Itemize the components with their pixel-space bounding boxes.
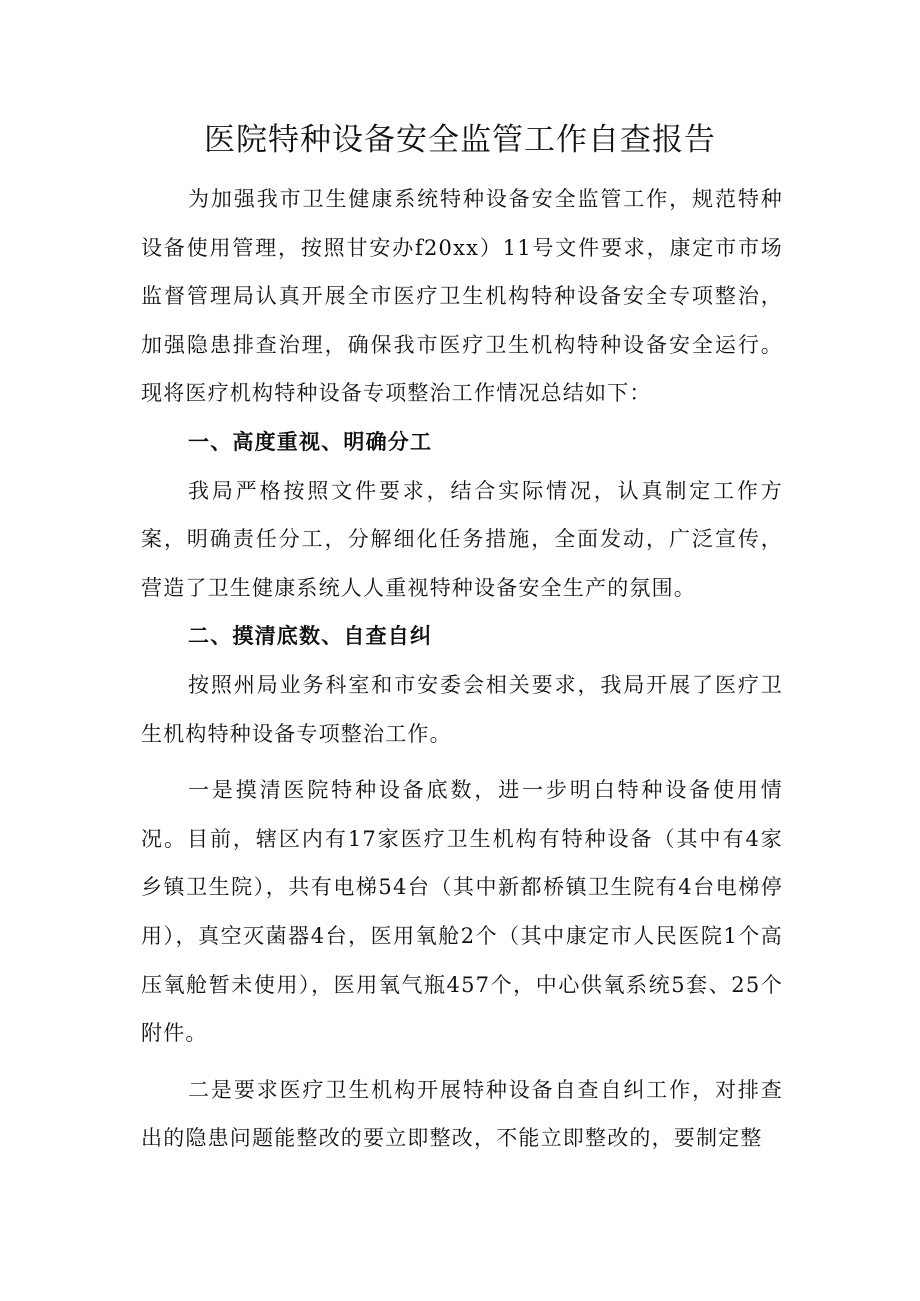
section-2-item-1: 一是摸清医院特种设备底数，进一步明白特种设备使用情况。目前，辖区内有17家医疗卫生机构有特种设备（其中有4家乡镇卫生院），共有电梯54台（其中新都桥镇卫生院有4台电梯停用），真空灭菌器4台，医用氧舱2个（其中康定市人民医院1个高压氧舱暂未使用），医用氧气瓶457个，中心供氧系统5套、25个附件。 [141,778,783,1046]
section-2-item-2: 二是要求医疗卫生机构开展特种设备自查自纠工作，对排查出的隐患问题能整改的要立即整改，不能立即整改的，要制定整 [141,1077,783,1151]
paragraph-gap [141,1058,783,1066]
intro-paragraph: 为加强我市卫生健康系统特种设备安全监管工作，规范特种设备使用管理，按照甘安办f20xx）11号文件要求，康定市市场监督管理局认真开展全市医疗卫生机构特种设备安全专项整治，加强隐患排查治理，确保我市医疗卫生机构特种设备安全运行。现将医疗机构特种设备专项整治工作情况总结如下： [141,187,783,406]
section-2-heading: 二、摸清底数、自查自纠 [188,624,433,649]
section-1-heading: 一、高度重视、明确分工 [188,429,433,454]
section-2-paragraph: 按照州局业务科室和市安委会相关要求，我局开展了医疗卫生机构特种设备专项整治工作。 [141,672,783,746]
paragraph-gap [141,758,783,766]
document-title: 医院特种设备安全监管工作自查报告 [204,122,716,158]
document-body [141,175,783,1163]
section-1-paragraph: 我局严格按照文件要求，结合实际情况，认真制定工作方案，明确责任分工，分解细化任务措施，全面发动，广泛宣传，营造了卫生健康系统人人重视特种设备安全生产的氛围。 [141,478,783,600]
